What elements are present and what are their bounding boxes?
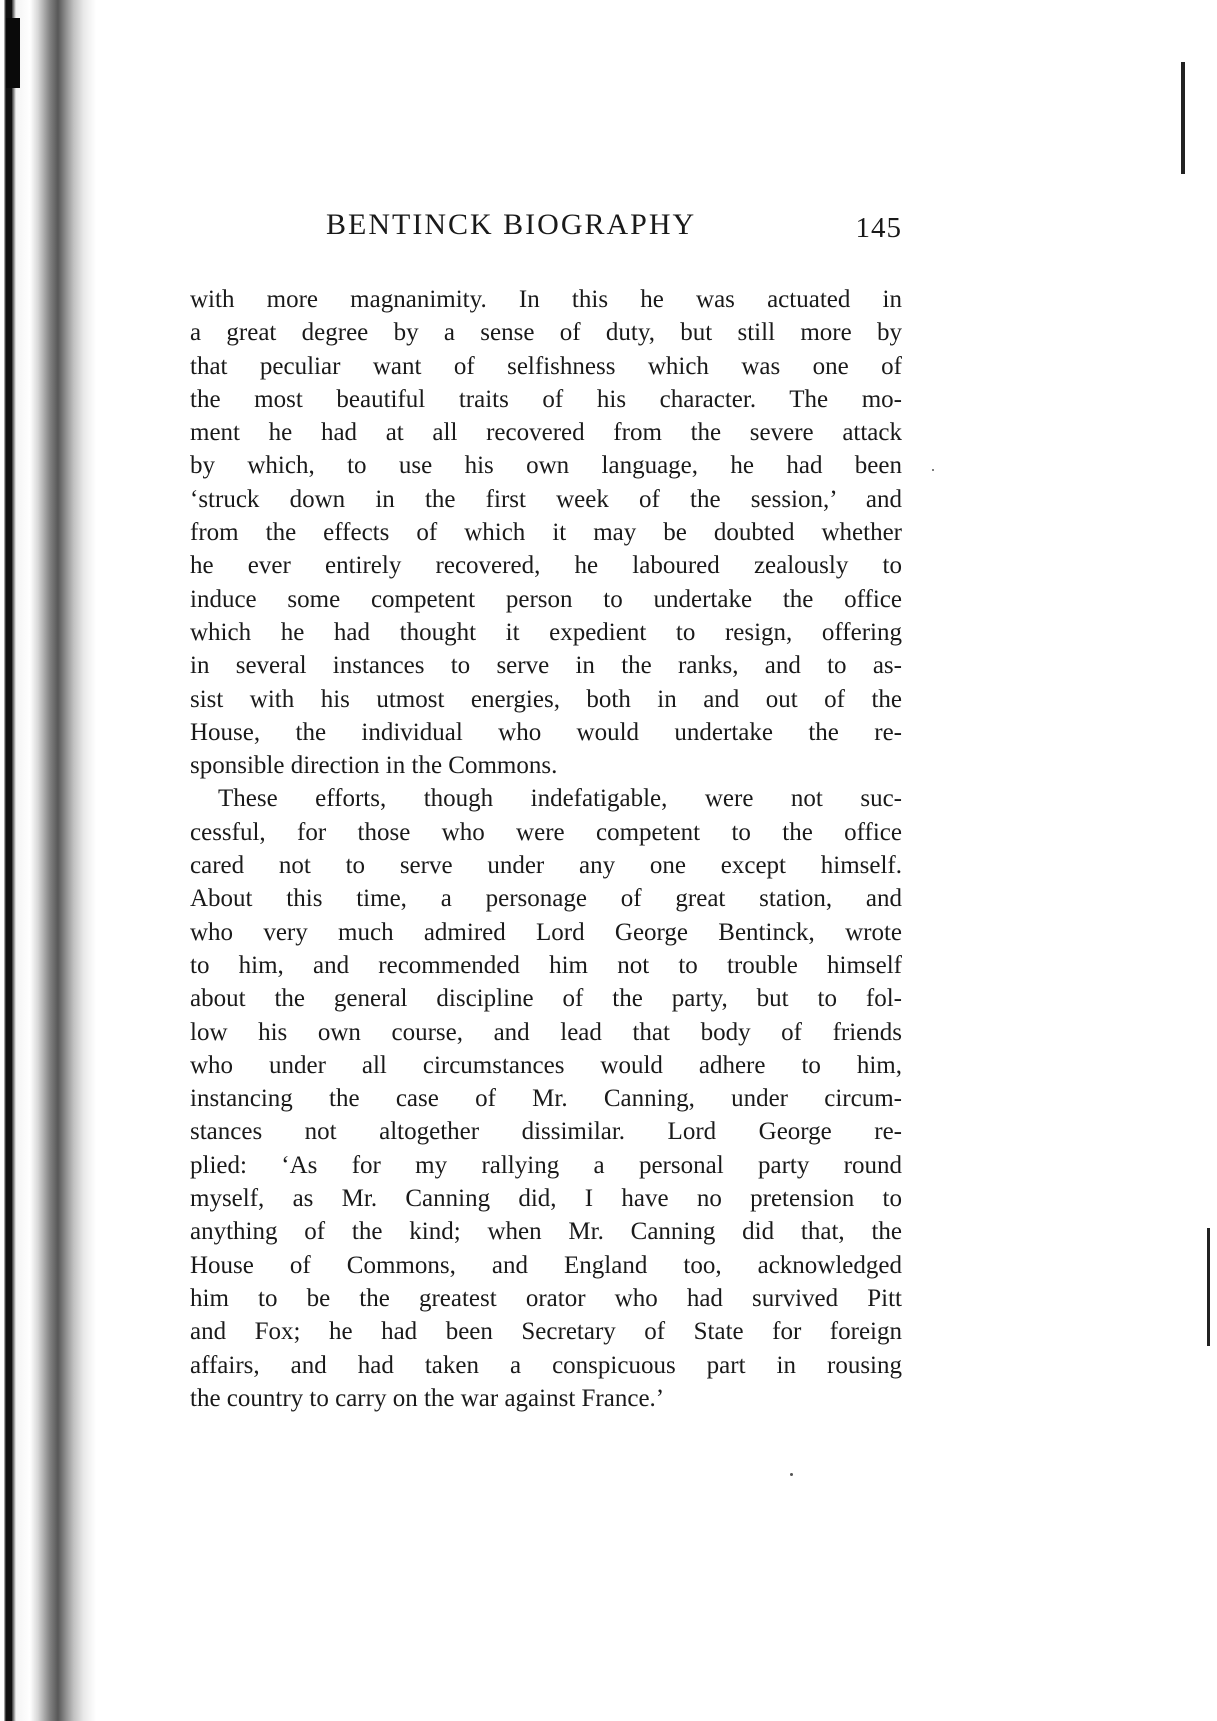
text-line: that peculiar want of selfishness which was one of [190,352,902,380]
text-line: which he had thought it expedient to resign, offering [190,618,902,646]
text-line: ‘struck down in the first week of the session,’ and [190,485,902,513]
text-line: low his own course, and lead that body of friends [190,1018,902,1046]
text-line: cared not to serve under any one except himself. [190,852,902,880]
text-line: who very much admired Lord George Bentinck, wrote [190,918,902,946]
text-line: the most beautiful traits of his character. The mo- [190,385,902,413]
text-line: plied: ‘As for my rallying a personal party round [190,1151,902,1179]
text-line: cessful, for those who were competent to the office [190,818,902,846]
text-line: him to be the greatest orator who had survived Pitt [190,1284,902,1312]
running-header [190,208,902,252]
binding-edge [6,0,12,1721]
text-line: a great degree by a sense of duty, but still more by [190,319,902,347]
text-line: ment he had at all recovered from the severe attack [190,419,902,447]
text-line: House, the individual who would undertake the re- [190,718,902,746]
text-line: in several instances to serve in the ranks, and to as- [190,652,902,680]
text-line: sist with his utmost energies, both in and out of the [190,685,902,713]
text-line: About this time, a personage of great station, and [190,885,902,913]
text-line: anything of the kind; when Mr. Canning did that, the [190,1218,902,1246]
text-line: instancing the case of Mr. Canning, under circum- [190,1085,902,1113]
text-line: myself, as Mr. Canning did, I have no pretension to [190,1185,902,1213]
text-line: House of Commons, and England too, acknowledged [190,1251,902,1279]
page-number: 145 [855,212,902,244]
page-speck [932,469,934,471]
binding-shadow [0,0,96,1721]
paragraph [190,283,902,782]
text-line: These efforts, though indefatigable, were not suc- [218,785,902,813]
text-line: who under all circumstances would adhere to him, [190,1051,902,1079]
text-line: the country to carry on the war against France.’ [190,1384,665,1412]
text-line: stances not altogether dissimilar. Lord George re- [190,1118,902,1146]
text-line: and Fox; he had been Secretary of State for foreign [190,1318,902,1346]
right-edge-mark [1181,62,1185,174]
text-line: to him, and recommended him not to trouble himself [190,951,902,979]
text-line: with more magnanimity. In this he was actuated in [190,286,902,313]
page-speck [790,1473,793,1476]
text-line: about the general discipline of the party, but to fol- [190,985,902,1013]
text-line: by which, to use his own language, he had been [190,452,902,480]
binding-edge-top [6,18,20,88]
right-edge-mark [1207,1228,1210,1346]
running-title: BENTINCK BIOGRAPHY [326,208,697,241]
paragraph [190,782,902,1415]
text-line: affairs, and had taken a conspicuous part in rousing [190,1351,902,1379]
text-line: from the effects of which it may be doubted whether [190,519,902,547]
body-text [190,283,902,1415]
text-line: sponsible direction in the Commons. [190,752,558,780]
text-line: he ever entirely recovered, he laboured zealously to [190,552,902,580]
text-line: induce some competent person to undertake the office [190,585,902,613]
